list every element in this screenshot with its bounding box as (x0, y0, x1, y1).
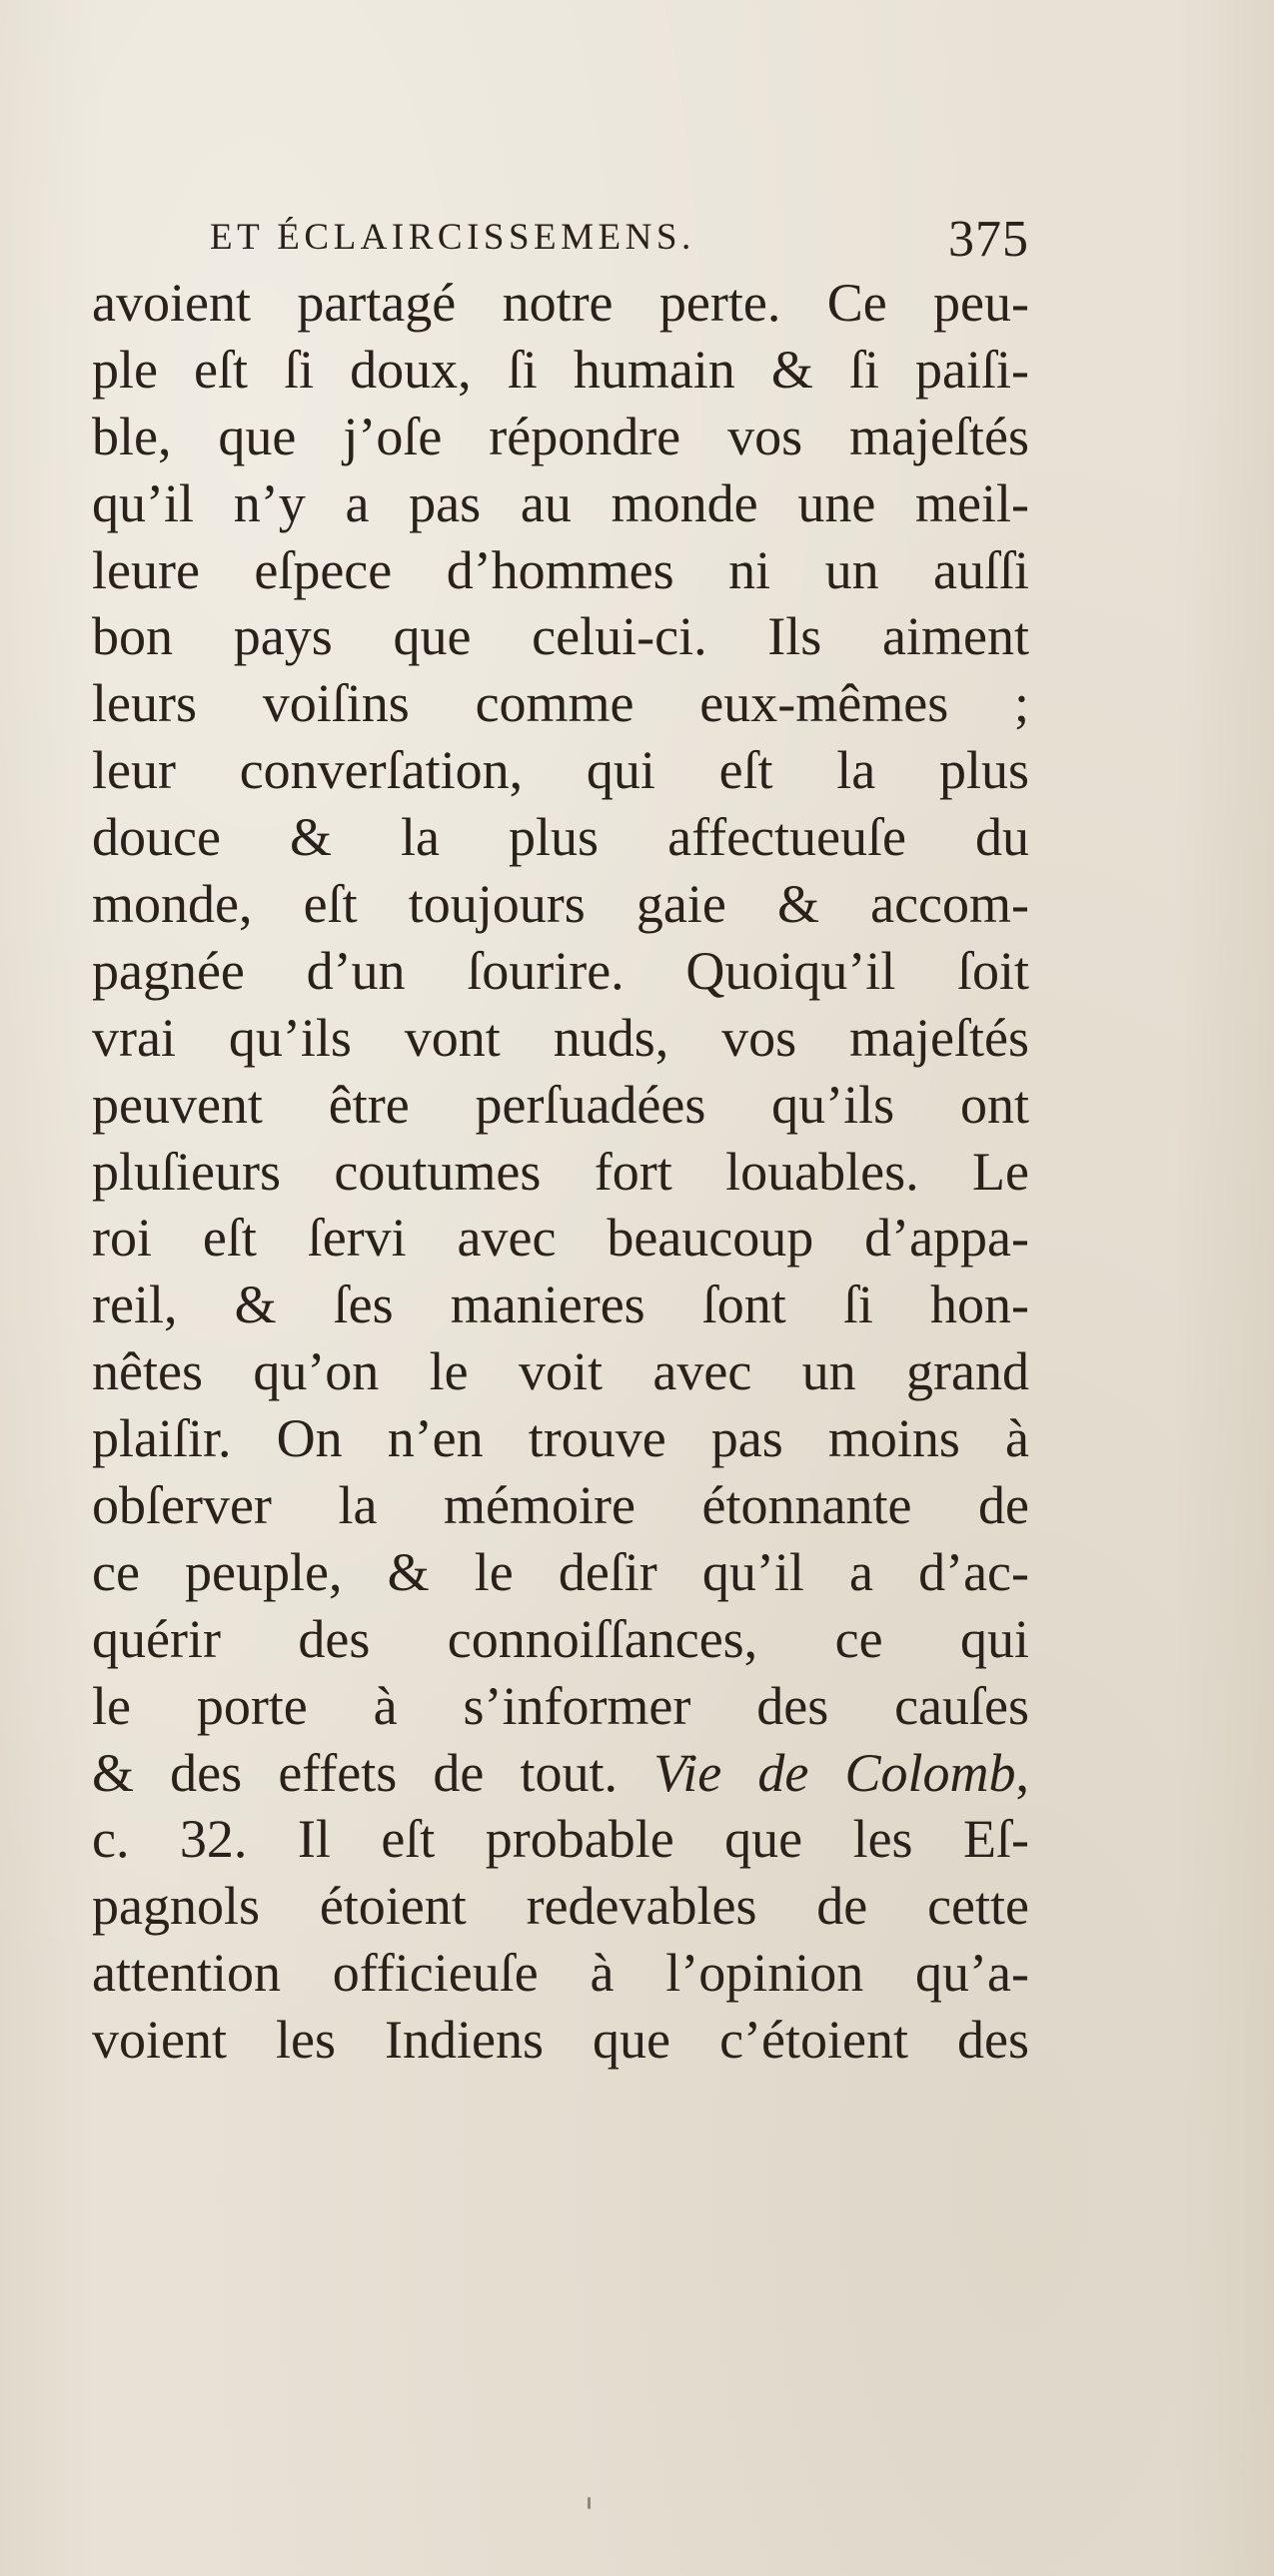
text-line-5: leure eſpece d’hommes ni un auſſi (92, 539, 1029, 600)
text-line-8: leur converſation, qui eſt la plus (92, 740, 1029, 801)
text-line-2: ple eſt ſi doux, ſi humain & ſi paiſi- (92, 339, 1029, 400)
paper-speck (588, 2497, 591, 2509)
text-line-10: monde, eſt toujours gaie & accom- (92, 874, 1029, 935)
text-line-3: ble, que j’oſe répondre vos majeſtés (92, 406, 1029, 466)
running-head (210, 210, 1029, 270)
text-line-22: le porte à s’informer des cauſes (92, 1675, 1029, 1736)
text-line-26: attention officieuſe à l’opinion qu’a- (92, 1943, 1029, 2004)
text-line-25: pagnols étoient redevables de cette (92, 1876, 1029, 1937)
running-title: ET ÉCLAIRCISSEMENS. (210, 217, 695, 258)
page-number: 375 (948, 211, 1029, 268)
text-line-18: plaiſir. On n’en trouve pas moins à (92, 1408, 1029, 1469)
text-line-17: nêtes qu’on le voit avec un grand (92, 1341, 1029, 1402)
citation-comma: , (1015, 1742, 1029, 1803)
text-line-9: douce & la plus affectueuſe du (92, 807, 1029, 868)
text-line-16: reil, & ſes manieres ſont ſi hon- (92, 1275, 1029, 1335)
text-line-27: voient les Indiens que c’étoient des (92, 2010, 1029, 2071)
text-line-4: qu’il n’y a pas au monde une meil- (92, 472, 1029, 533)
text-line-12: vrai qu’ils vont nuds, vos majeſtés (92, 1007, 1029, 1068)
text-line-15: roi eſt ſervi avec beaucoup d’appa- (92, 1208, 1029, 1269)
text-line-13: peuvent être perſuadées qu’ils ont (92, 1074, 1029, 1135)
text-line-6: bon pays que celui-ci. Ils aiment (92, 606, 1029, 667)
text-line-11: pagnée d’un ſourire. Quoiqu’il ſoit (92, 940, 1029, 1001)
text-line-24: c. 32. Il eſt probable que les Eſ- (92, 1809, 1029, 1870)
text-line-14: pluſieurs coutumes fort louables. Le (92, 1141, 1029, 1202)
text-line-21: quérir des connoiſſances, ce qui (92, 1608, 1029, 1669)
text-line-20: ce peuple, & le deſir qu’il a d’ac- (92, 1541, 1029, 1602)
body-text (92, 270, 1029, 2074)
text-line-7: leurs voiſins comme eux-mêmes ; (92, 673, 1029, 734)
text-line-19: obſerver la mémoire étonnante de (92, 1475, 1029, 1536)
text-line-1: avoient partagé notre perte. Ce peu- (92, 273, 1029, 333)
text-line-23 (92, 1740, 1029, 1807)
text-line-23-roman: & des effets de tout. (92, 1742, 619, 1803)
citation-title: Vie de Colomb (653, 1742, 1016, 1803)
